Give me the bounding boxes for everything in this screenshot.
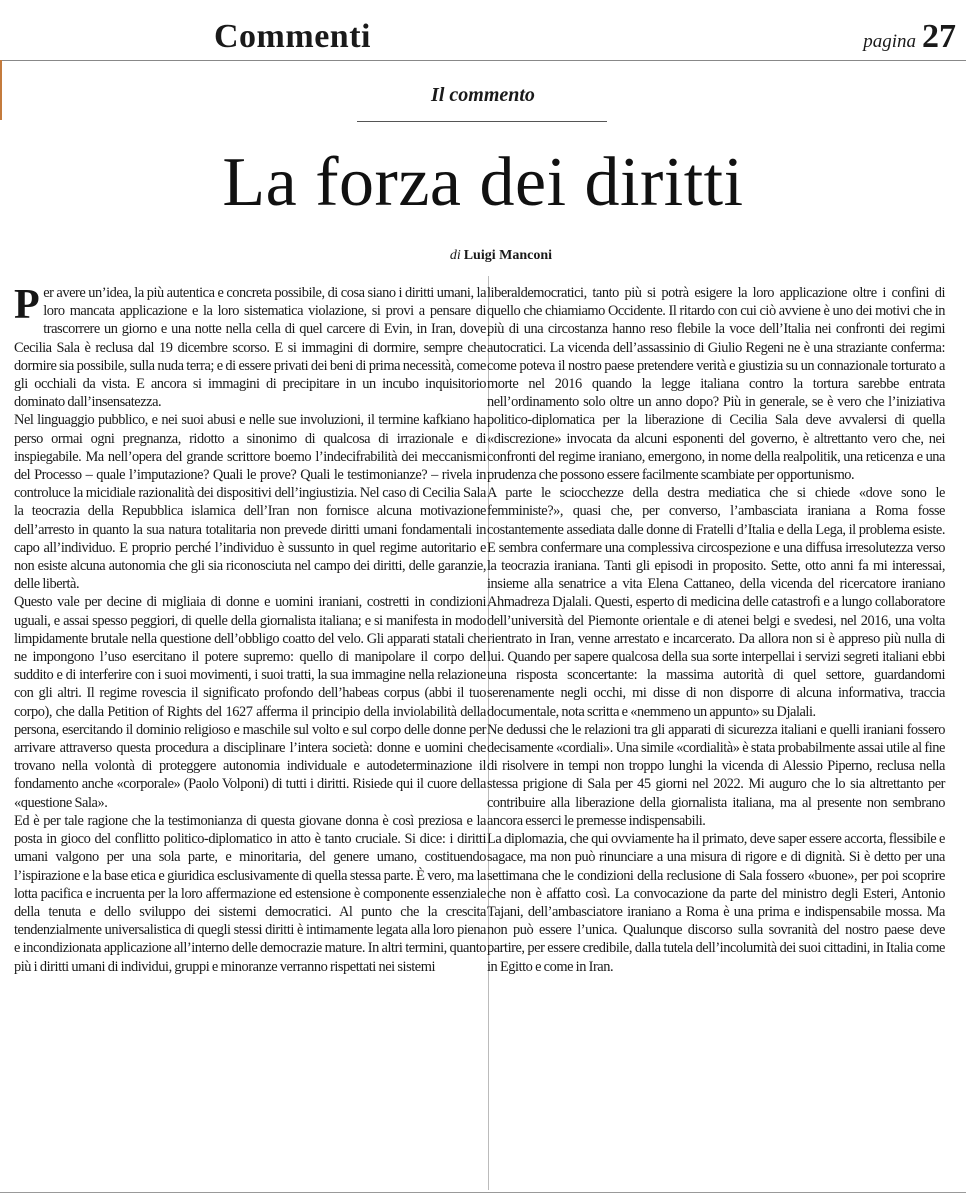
paragraph: La diplomazia, che qui ovviamente ha il primato, deve saper essere accorta, flessibile e sagace, ma non può rinunciare a una misura di rigore e di dignità. Si è detto per una settimana che le condizioni della reclusione di Sala fossero «buone», per poi scoprire che non è affatto così. La convocazione da parte del ministro degli Esteri, Antonio Tajani, dell’ambasciatore iraniano a Roma è una prima e indispensabile mossa. Ma non può essere l’unica. Qualunque discorso sulla sovranità del nostro paese deve partire, per essere credibile, dalla tutela dell’incolumità dei suoi cittadini, in Italia come in Egitto e come in Iran.: [487, 831, 945, 975]
paragraph-text: er avere un’idea, la più autentica e concreta possibile, di cosa siano i diritti umani, la loro mancata applicazione e la loro sistematica violazione, si provi a pensare di trascorrere un giorno e una notte nella cella di quel carcere di Evin, in Iran, dove Cecilia Sala è reclusa dal 19 dicembre scorso. E si immagini di dormire, sempre che dormire sia possibile, sulla nuda terra; e di essere privati dei beni di prima necessità, come gli occhiali da vista. E ancora si immagini di precipitare in un incubo inquisitorio dominato dall’insensatezza.: [14, 285, 486, 411]
byline: [450, 248, 552, 264]
page-number: 27: [922, 18, 956, 55]
article-headline: La forza dei diritti: [222, 144, 744, 221]
header-divider: [0, 60, 966, 61]
article-kicker: Il commento: [431, 84, 535, 106]
page-number-block: [863, 18, 956, 56]
byline-prefix: di: [449, 248, 461, 263]
paragraph: liberaldemocratici, tanto più si potrà esigere la loro applicazione oltre i confini di quello che chiamiamo Occidente. Il ritardo con cui ciò avviene è uno dei motivi che in più di una circostanza hanno reso flebile la voce dell’Italia nei confronti dei regimi autocratici. La vicenda dell’assassinio di Giulio Regeni ne è una straziante conferma: come poteva il nostro paese pretendere verità e giustizia su un connazionale torturato a morte nel 2016 quando la legge italiana contro la tortura sarebbe entrata nell’ordinamento solo oltre un anno dopo? Più in generale, se è vero che l’iniziativa politico-diplomatica per la liberazione di Cecilia Sala deve avvalersi di quella «discrezione» invocata da alcuni esponenti del governo, è altrettanto vero che, nei confronti del regime iraniano, emergono, in nome della realpolitik, una reticenza e una prudenza che possono essere facilmente scambiate per opportunismo.: [487, 285, 945, 484]
page-label: pagina: [863, 31, 916, 52]
drop-cap: P: [14, 282, 40, 328]
paragraph: Nel linguaggio pubblico, e nei suoi abusi e nelle sue involuzioni, il termine kafkiano ha perso ormai ogni pregnanza, ridotto a sinonimo di qualcosa di irrazionale e di inspiegabile. Ma nell’opera del grande scrittore boemo l’indecifrabilità dei meccanismi del Processo – quale l’imputazione? Quali le prove? Quali le testimonianze? – rivela in controluce la micidiale razionalità dei dispositivi dell’ingiustizia. Nel caso di Cecilia Sala la teocrazia della Repubblica islamica dell’Iran non fornisce alcuna motivazione dell’arresto in quanto la sua natura totalitaria non prevede diritti umani fondamentali in capo all’individuo. E proprio perché l’individuo è sussunto in quel regime autoritario e non esiste alcuna autonomia che gli sia riconosciuta nel campo dei diritti, delle garanzie, delle libertà.: [14, 412, 486, 593]
paragraph: Ed è per tale ragione che la testimonianza di questa giovane donna è così preziosa e la posta in gioco del conflitto politico-diplomatico in atto è tanto cruciale. Si dice: i diritti umani valgono per una sola parte, e minoritaria, del genere umano, costituendo l’ispirazione e la base etica e giuridica esclusivamente di quella stessa parte. È vero, ma la lotta pacifica e incruenta per la loro affermazione ed estensione è componente essenziale della tenuta e dello sviluppo dei sistemi democratici. Al punto che la crescita tendenzialmente universalistica di quegli stessi diritti è intimamente legata alla loro piena e incondizionata applicazione all’interno delle democrazie mature. In altri termini, quanto più i diritti umani di individui, gruppi e minoranze verranno rispettati nei sistemi: [14, 812, 486, 975]
article-column-left: [14, 284, 486, 976]
paragraph: Ne dedussi che le relazioni tra gli apparati di sicurezza italiani e quelli iraniani fossero decisamente «cordiali». Una simile «cordialità» è stata probabilmente assai utile al fine di risolvere in tempi non troppo lunghi la vicenda di Alessio Piperno, reclusa nella stessa prigione di Sala per 45 giorni nel 2022. Mi auguro che lo sia altrettanto per contribuire alla liberazione della giornalista italiana, ma al presente non sembrano ancora esserci le premesse indispensabili.: [487, 721, 945, 829]
author-name: Luigi Manconi: [463, 248, 552, 263]
paragraph: [14, 284, 486, 411]
page-header: [0, 0, 966, 60]
section-title: Commenti: [214, 18, 371, 55]
kicker-divider: [357, 121, 607, 122]
article-column-right: [487, 284, 945, 976]
paragraph: A parte le sciocchezze della destra mediatica che si chiede «dove sono le femministe?», quasi che, per converso, l’ambasciata iraniana a Roma fosse costantemente assediata dalle donne di Fratelli d’Italia e della Lega, il problema esiste. E sembra confermare una complessiva circospezione e una diffusa irresolutezza verso la teocrazia iraniana. Tanti gli episodi in proposito. Sette, otto anni fa mi interessai, insieme alla senatrice a vita Elena Cattaneo, della vicenda del ricercatore iraniano Ahmadreza Djalali. Questi, esperto di medicina delle catastrofi e a lungo collaboratore dell’università del Piemonte orientale e di atenei belgi e svedesi, nel 2016, una volta rientrato in Iran, venne arrestato e incarcerato. Da allora non si è appreso più nulla di lui. Quando per sapere qualcosa della sua sorte interpellai i servizi segreti italiani ebbi una risposta sconcertante: la massima autorità di quel settore, guardandomi serenamente negli occhi, mi disse di non disporre di alcuna informativa, traccia documentale, nota scritta e «nemmeno un appunto» su Djalali.: [487, 485, 945, 720]
paragraph: Questo vale per decine di migliaia di donne e uomini iraniani, costretti in condizioni uguali, e assai spesso peggiori, di quelle della giornalista italiana; e si manifesta in modo limpidamente brutale nella questione dell’obbligo coatto del velo. Gli apparati statali che ne impongono l’uso esercitano il potere supremo: quello di manipolare il corpo del suddito e di interferire con i suoi movimenti, i suoi tratti, la sua immagine nella relazione con gli altri. Il regime rovescia il significato profondo dell’habeas corpus (abbi il tuo corpo), che dalla Petition of Rights del 1627 afferma il principio della inviolabilità della persona, esercitando il dominio religioso e maschile sul volto e sul corpo delle donne per arrivare attraverso questa procedura a disciplinare l’intera società: donne e uomini che trovano nella volontà di proteggere autonomia individuale e autodeterminazione il fondamento anche «corporale» (Paolo Volponi) di tutti i diritti. Risiede qui il cuore della «questione Sala».: [14, 594, 486, 811]
footer-divider: [0, 1192, 966, 1193]
